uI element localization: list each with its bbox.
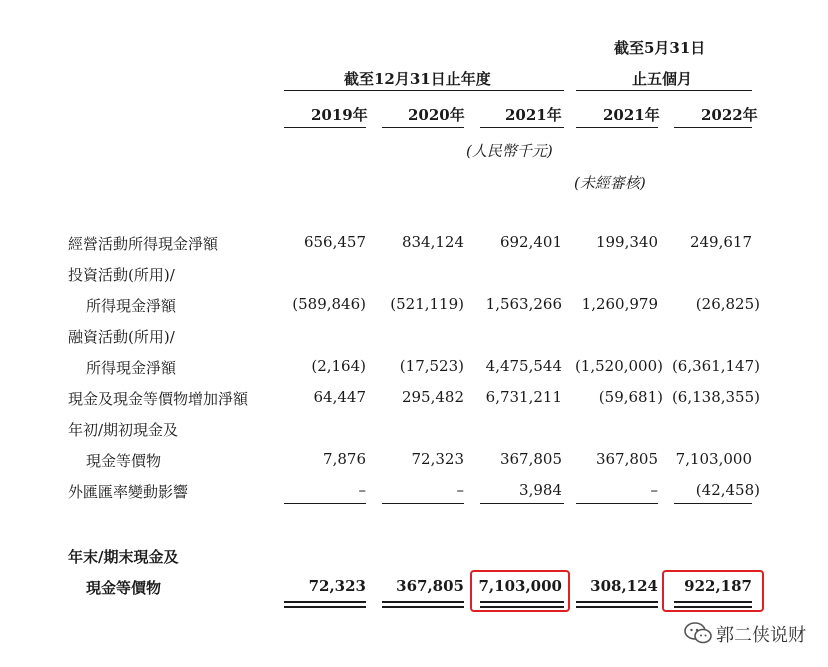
cell-investing-2019: (589,846) [292, 295, 366, 313]
cell-ending-2019: 72,323 [308, 577, 366, 595]
total-rule-1a [284, 601, 366, 603]
subtotal-rule-4 [576, 503, 658, 504]
cell-beginning-2019: 7,876 [323, 450, 366, 468]
row-label-investing-1: 投資活動(所用)/ [68, 266, 175, 284]
cell-beginning-2020: 72,323 [411, 450, 464, 468]
year-rule-2 [382, 127, 464, 128]
year-rule-5 [674, 127, 752, 128]
row-label-ending-1: 年末/期末現金及 [68, 548, 179, 566]
cell-beginning-2021: 367,805 [499, 450, 562, 468]
cell-ending-2020: 367,805 [396, 577, 464, 595]
unit-note: (人民幣千元) [466, 142, 553, 160]
watermark-text: 郭二侠说财 [716, 625, 806, 646]
cell-net-increase-2020: 295,482 [401, 388, 464, 406]
period-group-rule [576, 90, 752, 91]
total-rule-1b [284, 606, 366, 608]
cell-ending-2022-5m: 922,187 [684, 577, 752, 595]
cell-fx-2021-5m: – [650, 481, 658, 499]
cell-operating-2020: 834,124 [401, 233, 464, 251]
wechat-icon [684, 622, 712, 644]
year-rule-4 [576, 127, 658, 128]
cell-beginning-2021-5m: 367,805 [595, 450, 658, 468]
year-header-2020: 2020年 [408, 106, 465, 124]
unaudited-note: (未經審核) [574, 174, 646, 192]
cell-operating-2021-5m: 199,340 [595, 233, 658, 251]
cell-net-increase-2022-5m: (6,138,355) [671, 388, 760, 406]
total-rule-4b [576, 606, 658, 608]
cell-operating-2019: 656,457 [303, 233, 366, 251]
subtotal-rule-3 [480, 503, 564, 504]
cell-financing-2021: 4,475,544 [485, 357, 562, 375]
row-label-net-increase: 現金及現金等價物增加淨額 [68, 390, 249, 408]
cell-fx-2022-5m: (42,458) [695, 481, 760, 499]
cell-operating-2022-5m: 249,617 [689, 233, 752, 251]
subtotal-rule-5 [674, 503, 752, 504]
year-header-2019: 2019年 [311, 106, 368, 124]
cell-net-increase-2021: 6,731,211 [485, 388, 562, 406]
fy-group-rule [284, 90, 564, 91]
cell-financing-2022-5m: (6,361,147) [671, 357, 760, 375]
subtotal-rule-2 [382, 503, 464, 504]
cell-fx-2021: 3,984 [519, 481, 562, 499]
cell-investing-2020: (521,119) [390, 295, 464, 313]
row-label-financing-2: 所得現金淨額 [86, 359, 177, 377]
cell-operating-2021: 692,401 [499, 233, 562, 251]
row-label-beginning-2: 現金等價物 [86, 452, 162, 470]
row-label-financing-1: 融資活動(所用)/ [68, 328, 175, 346]
cell-net-increase-2021-5m: (59,681) [598, 388, 663, 406]
row-label-beginning-1: 年初/期初現金及 [68, 421, 179, 439]
total-rule-2b [382, 606, 464, 608]
cell-ending-2021: 7,103,000 [478, 577, 562, 595]
cell-investing-2021-5m: 1,260,979 [581, 295, 658, 313]
cell-beginning-2022-5m: 7,103,000 [675, 450, 752, 468]
cell-net-increase-2019: 64,447 [313, 388, 366, 406]
row-label-ending-2: 現金等價物 [86, 579, 162, 597]
cell-investing-2021: 1,563,266 [485, 295, 562, 313]
year-header-2021-5m: 2021年 [603, 106, 660, 124]
subtotal-rule-1 [284, 503, 366, 504]
cell-fx-2020: – [456, 481, 464, 499]
total-rule-2a [382, 601, 464, 603]
row-label-investing-2: 所得現金淨額 [86, 297, 177, 315]
cell-ending-2021-5m: 308,124 [590, 577, 658, 595]
highlight-box-2021-ending [470, 570, 570, 612]
highlight-box-2022-ending [662, 570, 764, 612]
cell-investing-2022-5m: (26,825) [695, 295, 760, 313]
period-group-line1: 截至5月31日 [614, 39, 706, 57]
row-label-fx-effect: 外匯匯率變動影響 [68, 483, 189, 501]
year-rule-3 [480, 127, 564, 128]
period-group-line2: 止五個月 [632, 70, 693, 88]
cell-financing-2019: (2,164) [311, 357, 366, 375]
year-header-2021: 2021年 [505, 106, 562, 124]
year-rule-1 [284, 127, 366, 128]
cell-financing-2020: (17,523) [399, 357, 464, 375]
cell-fx-2019: – [358, 481, 366, 499]
cell-financing-2021-5m: (1,520,000) [574, 357, 663, 375]
row-label-operating: 經營活動所得現金淨額 [68, 235, 219, 253]
total-rule-4a [576, 601, 658, 603]
year-header-2022-5m: 2022年 [701, 106, 758, 124]
fiscal-year-group-header: 截至12月31日止年度 [344, 70, 491, 88]
